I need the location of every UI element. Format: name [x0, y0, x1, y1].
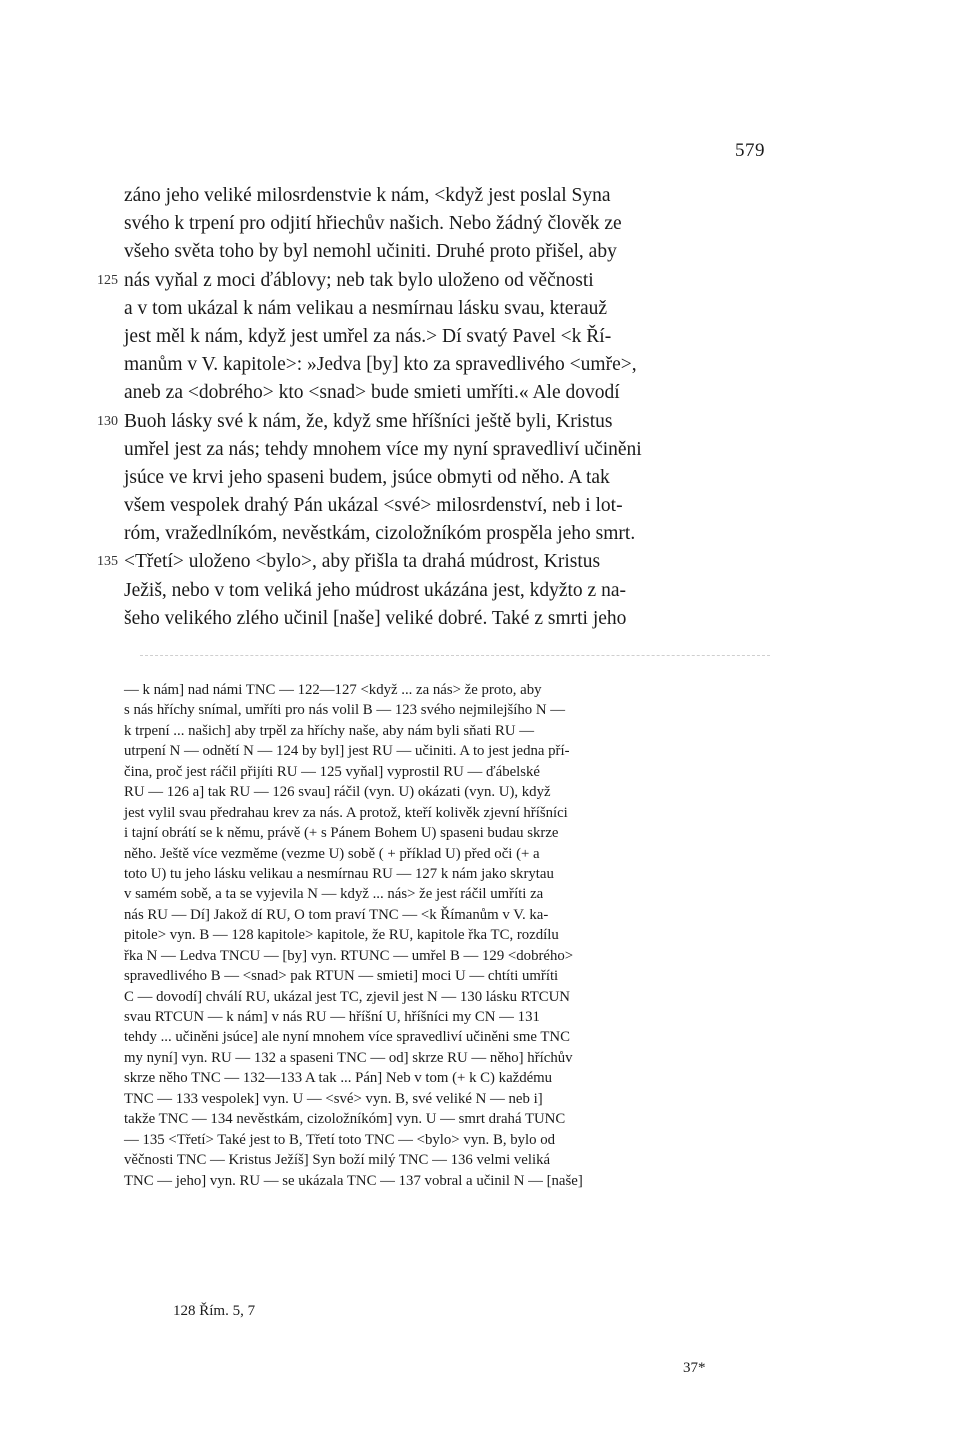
- line-text: jest měl k nám, když jest umřel za nás.> Dí svatý Pavel <k Ří-: [124, 325, 612, 347]
- line-text: Buoh lásky své k nám, že, když sme hříšníci ještě byli, Kristus: [124, 410, 613, 432]
- main-text-line: [124, 379, 774, 407]
- apparatus-line: — 135 <Třetí> Také jest to B, Třetí toto TNC — <bylo> vyn. B, bylo od: [124, 1131, 556, 1148]
- apparatus-line: pitole> vyn. B — 128 kapitole> kapitole, že RU, kapitole řka TC, rozdílu: [124, 927, 559, 944]
- line-text: umřel jest za nás; tehdy mnohem více my nyní spravedliví učiněni: [124, 438, 642, 460]
- line-number: 125: [97, 272, 118, 288]
- footnote: 128 Řím. 5, 7: [173, 1303, 256, 1319]
- apparatus-line: spravedlivého B — <snad> pak RTUN — smieti] moci U — chtíti umříti: [124, 968, 559, 985]
- line-text: manům v V. kapitole>: »Jedva [by] kto za spravedlivého <umře>,: [124, 354, 637, 376]
- apparatus-line: my nyní] vyn. RU — 132 a spaseni TNC — od] skrze RU — něho] hříchův: [124, 1049, 573, 1066]
- line-text: a v tom ukázal k nám velikau a nesmírnau lásku svau, kterauž: [124, 297, 608, 319]
- main-text: [97, 182, 774, 633]
- apparatus-line: něho. Ještě více vezměme (vezme U) sobě ( + příklad U) před oči (+ a: [124, 845, 540, 862]
- apparatus-line: TNC — jeho] vyn. RU — se ukázala TNC — 137 vobral a učinil N — [naše]: [124, 1172, 583, 1189]
- main-text-line: [124, 295, 774, 323]
- main-text-line: [124, 182, 774, 210]
- apparatus-line: jest vylil svau předrahau krev za nás. A protož, kteří kolivěk zjevní hříšníci: [124, 804, 568, 821]
- apparatus-line: utrpení N — odnětí N — 124 by byl] jest RU — učiniti. A to jest jedna pří-: [124, 743, 570, 760]
- apparatus-line: nás RU — Dí] Jakož dí RU, O tom praví TNC — <k Římanům v V. ka-: [124, 906, 549, 923]
- apparatus-line: k trpení ... našich] aby trpěl za hříchy naše, aby nám byli sňati RU —: [124, 722, 535, 739]
- apparatus-line: řka N — Ledva TNCU — [by] vyn. RTUNC — umřel B — 129 <dobrého>: [124, 947, 574, 964]
- apparatus-line: takže TNC — 134 nevěstkám, cizoložníkóm] vyn. U — smrt drahá TUNC: [124, 1111, 566, 1128]
- main-text-line: [97, 548, 774, 576]
- apparatus-line: i tajní obrátí se k němu, právě (+ s Pánem Bohem U) spaseni budau skrze: [124, 825, 559, 842]
- apparatus-line: toto U) tu jeho lásku velikau a nesmírnau RU — 127 k nám jako skrytau: [124, 865, 554, 882]
- line-text: záno jeho veliké milosrdenstvie k nám, <když jest poslal Syna: [124, 185, 611, 206]
- apparatus-line: RU — 126 a] tak RU — 126 svau] ráčil (vyn. U) okázati (vyn. U), když: [124, 784, 551, 801]
- page-number: 579: [735, 140, 765, 161]
- line-text: jsúce ve krvi jeho spaseni budem, jsúce obmyti od něho. A tak: [124, 466, 610, 488]
- critical-apparatus: [124, 680, 774, 1191]
- apparatus-line: v samém sobě, a ta se vyjevila N — když ... nás> že jest ráčil umříti za: [124, 886, 544, 903]
- line-text: aneb za <dobrého> kto <snad> bude smieti umříti.« Ale dovodí: [124, 382, 620, 404]
- main-text-line: [124, 464, 774, 492]
- main-text-line: [124, 323, 774, 351]
- line-number: 135: [97, 554, 118, 570]
- apparatus-line: C — dovodí] chválí RU, ukázal jest TC, zjevil jest N — 130 lásku RTCUN: [124, 988, 570, 1005]
- line-text: všeho světa toho by byl nemohl učiniti. Druhé proto přišel, aby: [124, 241, 617, 263]
- line-text: svého k trpení pro odjití hřiechův našich. Nebo žádný člověk ze: [124, 213, 622, 235]
- section-divider: [140, 655, 770, 656]
- main-text-line: [124, 436, 774, 464]
- apparatus-line: s nás hříchy snímal, umříti pro nás volil B — 123 svého nejmilejšího N —: [124, 702, 565, 719]
- line-text: <Třetí> uloženo <bylo>, aby přišla ta drahá múdrost, Kristus: [124, 551, 601, 573]
- main-text-line: [124, 238, 774, 266]
- apparatus-line: TNC — 133 vespolek] vyn. U — <své> vyn. B, své veliké N — neb i]: [124, 1090, 543, 1107]
- apparatus-line: svau RTCUN — k nám] v nás RU — hříšní U, hříšníci my CN — 131: [124, 1009, 540, 1025]
- main-text-line: [124, 210, 774, 238]
- line-text: Ježiš, nebo v tom veliká jeho múdrost ukázána jest, kdyžto z na-: [124, 579, 626, 601]
- main-text-line: [97, 267, 774, 295]
- line-text: všem vespolek drahý Pán ukázal <své> milosrdenství, neb i lot-: [124, 495, 623, 517]
- printer-signature: 37*: [683, 1360, 706, 1376]
- main-text-line: [124, 605, 774, 633]
- apparatus-line: čina, proč jest ráčil přijíti RU — 125 vyňal] vyprostil RU — ďábelské: [124, 763, 540, 780]
- apparatus-line: — k nám] nad námi TNC — 122—127 <když ... za nás> že proto, aby: [124, 682, 542, 698]
- main-text-line: [97, 408, 774, 436]
- apparatus-line: skrze něho TNC — 132—133 A tak ... Pán] Neb v tom (+ k C) každému: [124, 1070, 553, 1087]
- apparatus-line: tehdy ... učiněni jsúce] ale nyní mnohem více spravedliví učiněni sme TNC: [124, 1029, 570, 1046]
- line-text: nás vyňal z moci ďáblovy; neb tak bylo uloženo od věčnosti: [124, 269, 594, 291]
- line-text: róm, vražedlníkóm, nevěstkám, cizoložníkóm prospěla jeho smrt.: [124, 523, 636, 545]
- main-text-line: [124, 577, 774, 605]
- main-text-line: [124, 492, 774, 520]
- line-text: šeho velikého zlého učinil [naše] veliké dobré. Také z smrti jeho: [124, 607, 627, 629]
- main-text-line: [124, 351, 774, 379]
- apparatus-line: věčnosti TNC — Kristus Ježíš] Syn boží milý TNC — 136 velmi veliká: [124, 1152, 551, 1169]
- main-text-line: [124, 520, 774, 548]
- line-number: 130: [97, 413, 118, 429]
